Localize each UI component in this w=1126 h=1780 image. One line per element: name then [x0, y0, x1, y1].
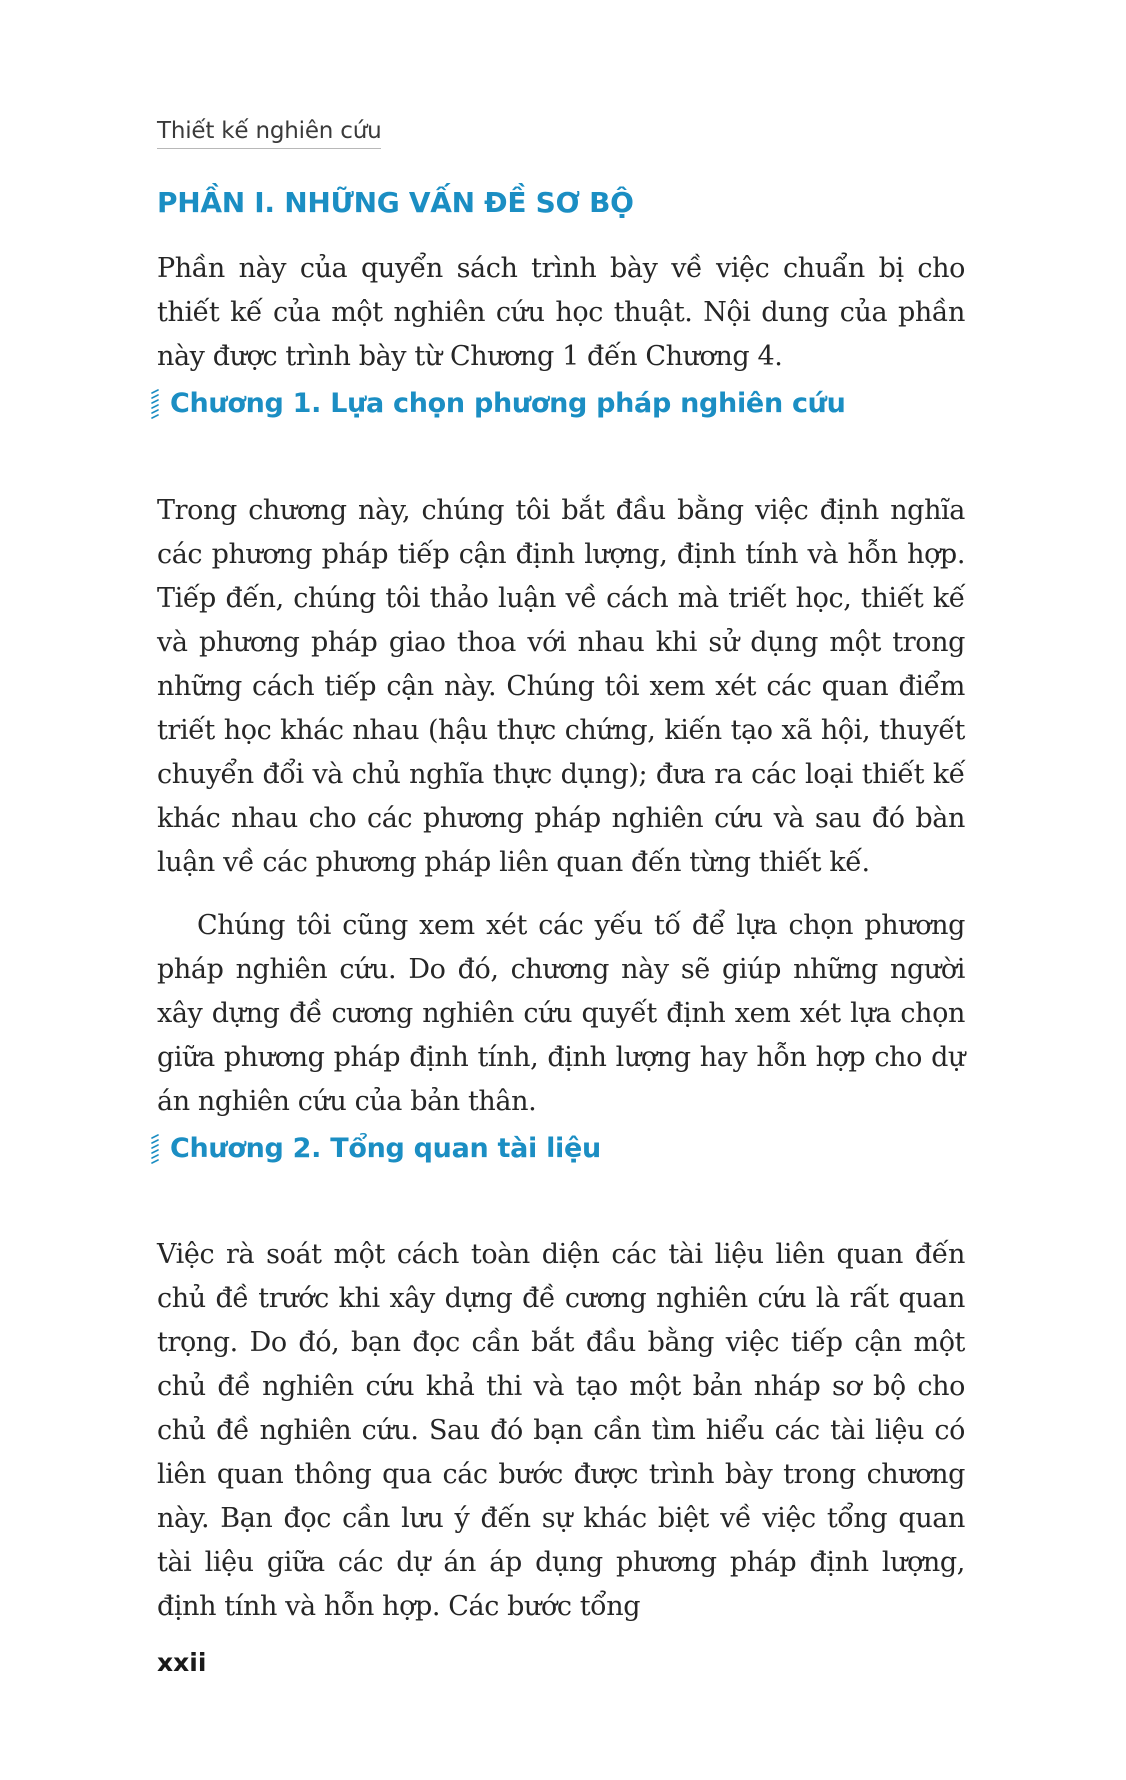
chapter-1-heading — [150, 388, 846, 419]
running-header: Thiết kế nghiên cứu — [157, 118, 381, 149]
chapter-1-paragraph-2: Chúng tôi cũng xem xét các yếu tố để lựa chọn phương pháp nghiên cứu. Do đó, chương này sẽ giúp những người xây dựng đề cương nghiên cứu quyết định xem xét lựa chọn giữa phương pháp định tính, định lượng hay hỗn hợp cho dự án nghiên cứu của bản thân. — [157, 910, 965, 1117]
chapter-2-heading — [150, 1133, 601, 1164]
chapter-marker-icon — [150, 389, 160, 419]
chapter-1-title: Chương 1. Lựa chọn phương pháp nghiên cứu — [170, 388, 846, 419]
part-title: PHẦN I. NHỮNG VẤN ĐỀ SƠ BỘ — [157, 186, 634, 219]
chapter-2-title: Chương 2. Tổng quan tài liệu — [170, 1133, 601, 1164]
part-intro-paragraph: Phần này của quyển sách trình bày về việc chuẩn bị cho thiết kế của một nghiên cứu học thuật. Nội dung của phần này được trình bày từ Chương 1 đến Chương 4. — [157, 253, 965, 372]
chapter-2-paragraph-1: Việc rà soát một cách toàn diện các tài liệu liên quan đến chủ đề trước khi xây dựng đề cương nghiên cứu là rất quan trọng. Do đó, bạn đọc cần bắt đầu bằng việc tiếp cận một chủ đề nghiên cứu khả thi và tạo một bản nháp sơ bộ cho chủ đề nghiên cứu. Sau đó bạn cần tìm hiểu các tài liệu có liên quan thông qua các bước được trình bày trong chương này. Bạn đọc cần lưu ý đến sự khác biệt về việc tổng quan tài liệu giữa các dự án áp dụng phương pháp định lượng, định tính và hỗn hợp. Các bước tổng — [157, 1239, 965, 1622]
chapter-1-paragraph-1: Trong chương này, chúng tôi bắt đầu bằng việc định nghĩa các phương pháp tiếp cận định lượng, định tính và hỗn hợp. Tiếp đến, chúng tôi thảo luận về cách mà triết học, thiết kế và phương pháp giao thoa với nhau khi sử dụng một trong những cách tiếp cận này. Chúng tôi xem xét các quan điểm triết học khác nhau (hậu thực chứng, kiến tạo xã hội, thuyết chuyển đổi và chủ nghĩa thực dụng); đưa ra các loại thiết kế khác nhau cho các phương pháp nghiên cứu và sau đó bàn luận về các phương pháp liên quan đến từng thiết kế. — [157, 495, 965, 878]
page-number: xxii — [157, 1648, 207, 1677]
chapter-marker-icon — [150, 1134, 160, 1164]
